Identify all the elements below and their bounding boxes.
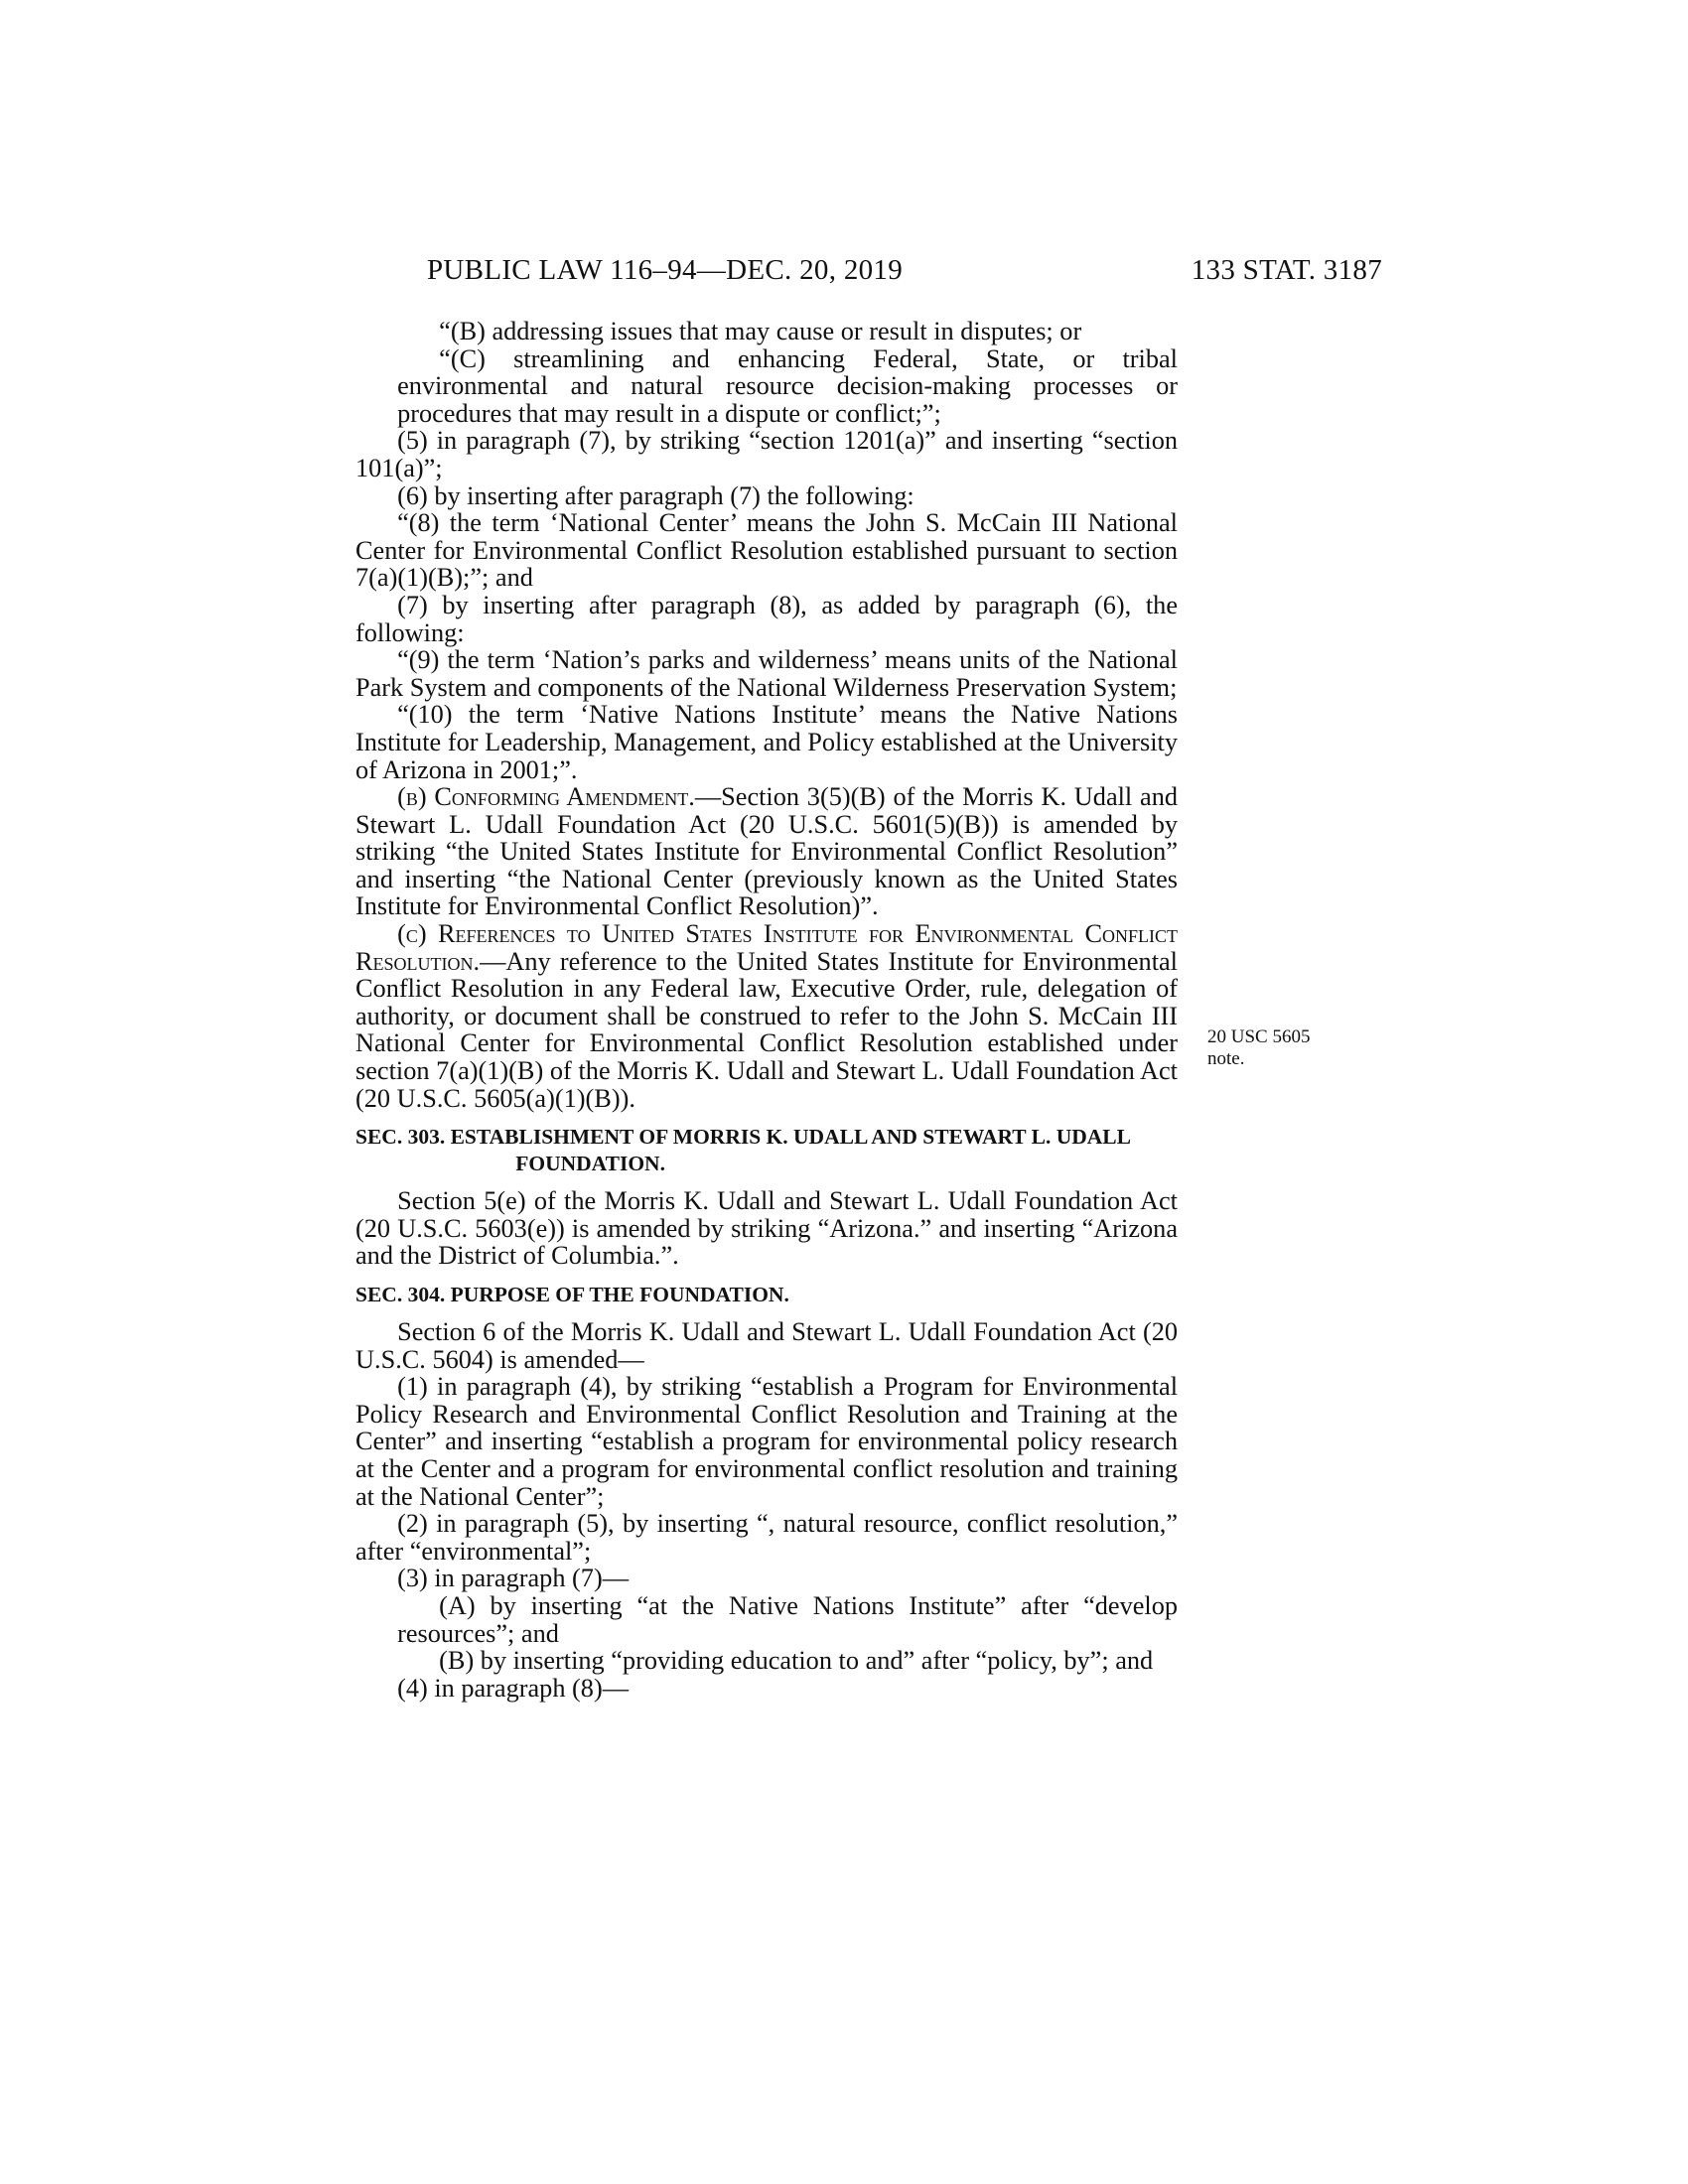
paragraph-c: “(C) streamlining and enhancing Federal, State, or tribal environmental and natural resource decision-making processes or procedures that may result in a dispute or conflict;”; bbox=[397, 343, 1178, 428]
section-304-heading: SEC. 304. PURPOSE OF THE FOUNDATION. bbox=[355, 1283, 789, 1306]
header-page-number: 133 STAT. 3187 bbox=[1191, 254, 1382, 286]
subsection-c-text: —Any reference to the United States Institute for Environmental Conflict Resolution in any Federal law, Executive Order, rule, delegation of authority, or document shall be construed to refer to the John S. McCain III National Center for Environmental Conflict Resolution established under section 7(a)(1)(B) of the Morris K. Udall and Stewart L. Udall Foundation Act (20 U.S.C. 5605(a)(1)(B)). bbox=[355, 946, 1178, 1113]
document-body bbox=[355, 318, 1178, 1702]
section-304-paragraph-1: (1) in paragraph (4), by striking “establish a Program for Environmental Policy Research and Environmental Conflict Resolution and Training at the Center” and inserting “establish a program for environmental policy research at the Center and a program for environmental conflict resolution and training at the National Center”; bbox=[355, 1372, 1178, 1511]
subsection-c-heading: (c) References to United States Institute for Environmental Conflict Resolution. bbox=[355, 919, 1178, 976]
section-304-subparagraph-a: (A) by inserting “at the Native Nations Institute” after “develop resources”; and bbox=[397, 1590, 1178, 1648]
paragraph-8-definition: “(8) the term ‘National Center’ means the John S. McCain III National Center for Environmental Conflict Resolution established pursuant to section 7(a)(1)(B);”; and bbox=[355, 508, 1178, 593]
subsection-b-text: —Section 3(5)(B) of the Morris K. Udall and Stewart L. Udall Foundation Act (20 U.S.C. 5601(5)(B)) is amended by striking “the United States Institute for Environmental Conflict Resolution” and inserting “the National Center (previously known as the United States Institute for Environmental Conflict Resolution)”. bbox=[355, 782, 1178, 921]
section-304-paragraph-3: (3) in paragraph (7)— bbox=[397, 1564, 630, 1593]
margin-note-citation: 20 USC 5605 bbox=[1207, 1026, 1311, 1047]
section-304-subparagraph-b: (B) by inserting “providing education to and” after “policy, by”; and bbox=[439, 1646, 1154, 1676]
subsection-b-heading: (b) Conforming Amendment. bbox=[397, 782, 695, 812]
subsection-b bbox=[355, 783, 1178, 920]
section-304-paragraph-2: (2) in paragraph (5), by inserting “, natural resource, conflict resolution,” after “environmental”; bbox=[355, 1509, 1178, 1566]
section-304-paragraph-4: (4) in paragraph (8)— bbox=[397, 1673, 630, 1703]
paragraph-9-definition: “(9) the term ‘Nation’s parks and wilderness’ means units of the National Park System and components of the National Wilderness Preservation System; bbox=[355, 645, 1178, 702]
paragraph-5: (5) in paragraph (7), by striking “section 1201(a)” and inserting “section 101(a)”; bbox=[355, 426, 1178, 482]
subsection-c bbox=[355, 920, 1178, 1112]
paragraph-7: (7) by inserting after paragraph (8), as added by paragraph (6), the following: bbox=[355, 590, 1178, 647]
section-303-heading: SEC. 303. ESTABLISHMENT OF MORRIS K. UDALL AND STEWART L. UDALL FOUNDATION. bbox=[355, 1125, 1130, 1176]
section-304-intro: Section 6 of the Morris K. Udall and Stewart L. Udall Foundation Act (20 U.S.C. 5604) is amended— bbox=[355, 1317, 1178, 1374]
header-title: PUBLIC LAW 116–94—DEC. 20, 2019 bbox=[427, 254, 904, 286]
paragraph-6: (6) by inserting after paragraph (7) the following: bbox=[397, 480, 914, 510]
paragraph-b: “(B) addressing issues that may cause or result in disputes; or bbox=[439, 317, 1082, 345]
paragraph-10-definition: “(10) the term ‘Native Nations Institute’ means the Native Nations Institute for Leadership, Management, and Policy established at the University of Arizona in 2001;”. bbox=[355, 700, 1178, 784]
page-header bbox=[427, 254, 1382, 294]
margin-note bbox=[1207, 1026, 1346, 1070]
margin-note-label: note. bbox=[1207, 1048, 1245, 1069]
section-303-text: Section 5(e) of the Morris K. Udall and Stewart L. Udall Foundation Act (20 U.S.C. 5603(e)) is amended by striking “Arizona.” and inserting “Arizona and the District of Columbia.”. bbox=[355, 1186, 1178, 1271]
